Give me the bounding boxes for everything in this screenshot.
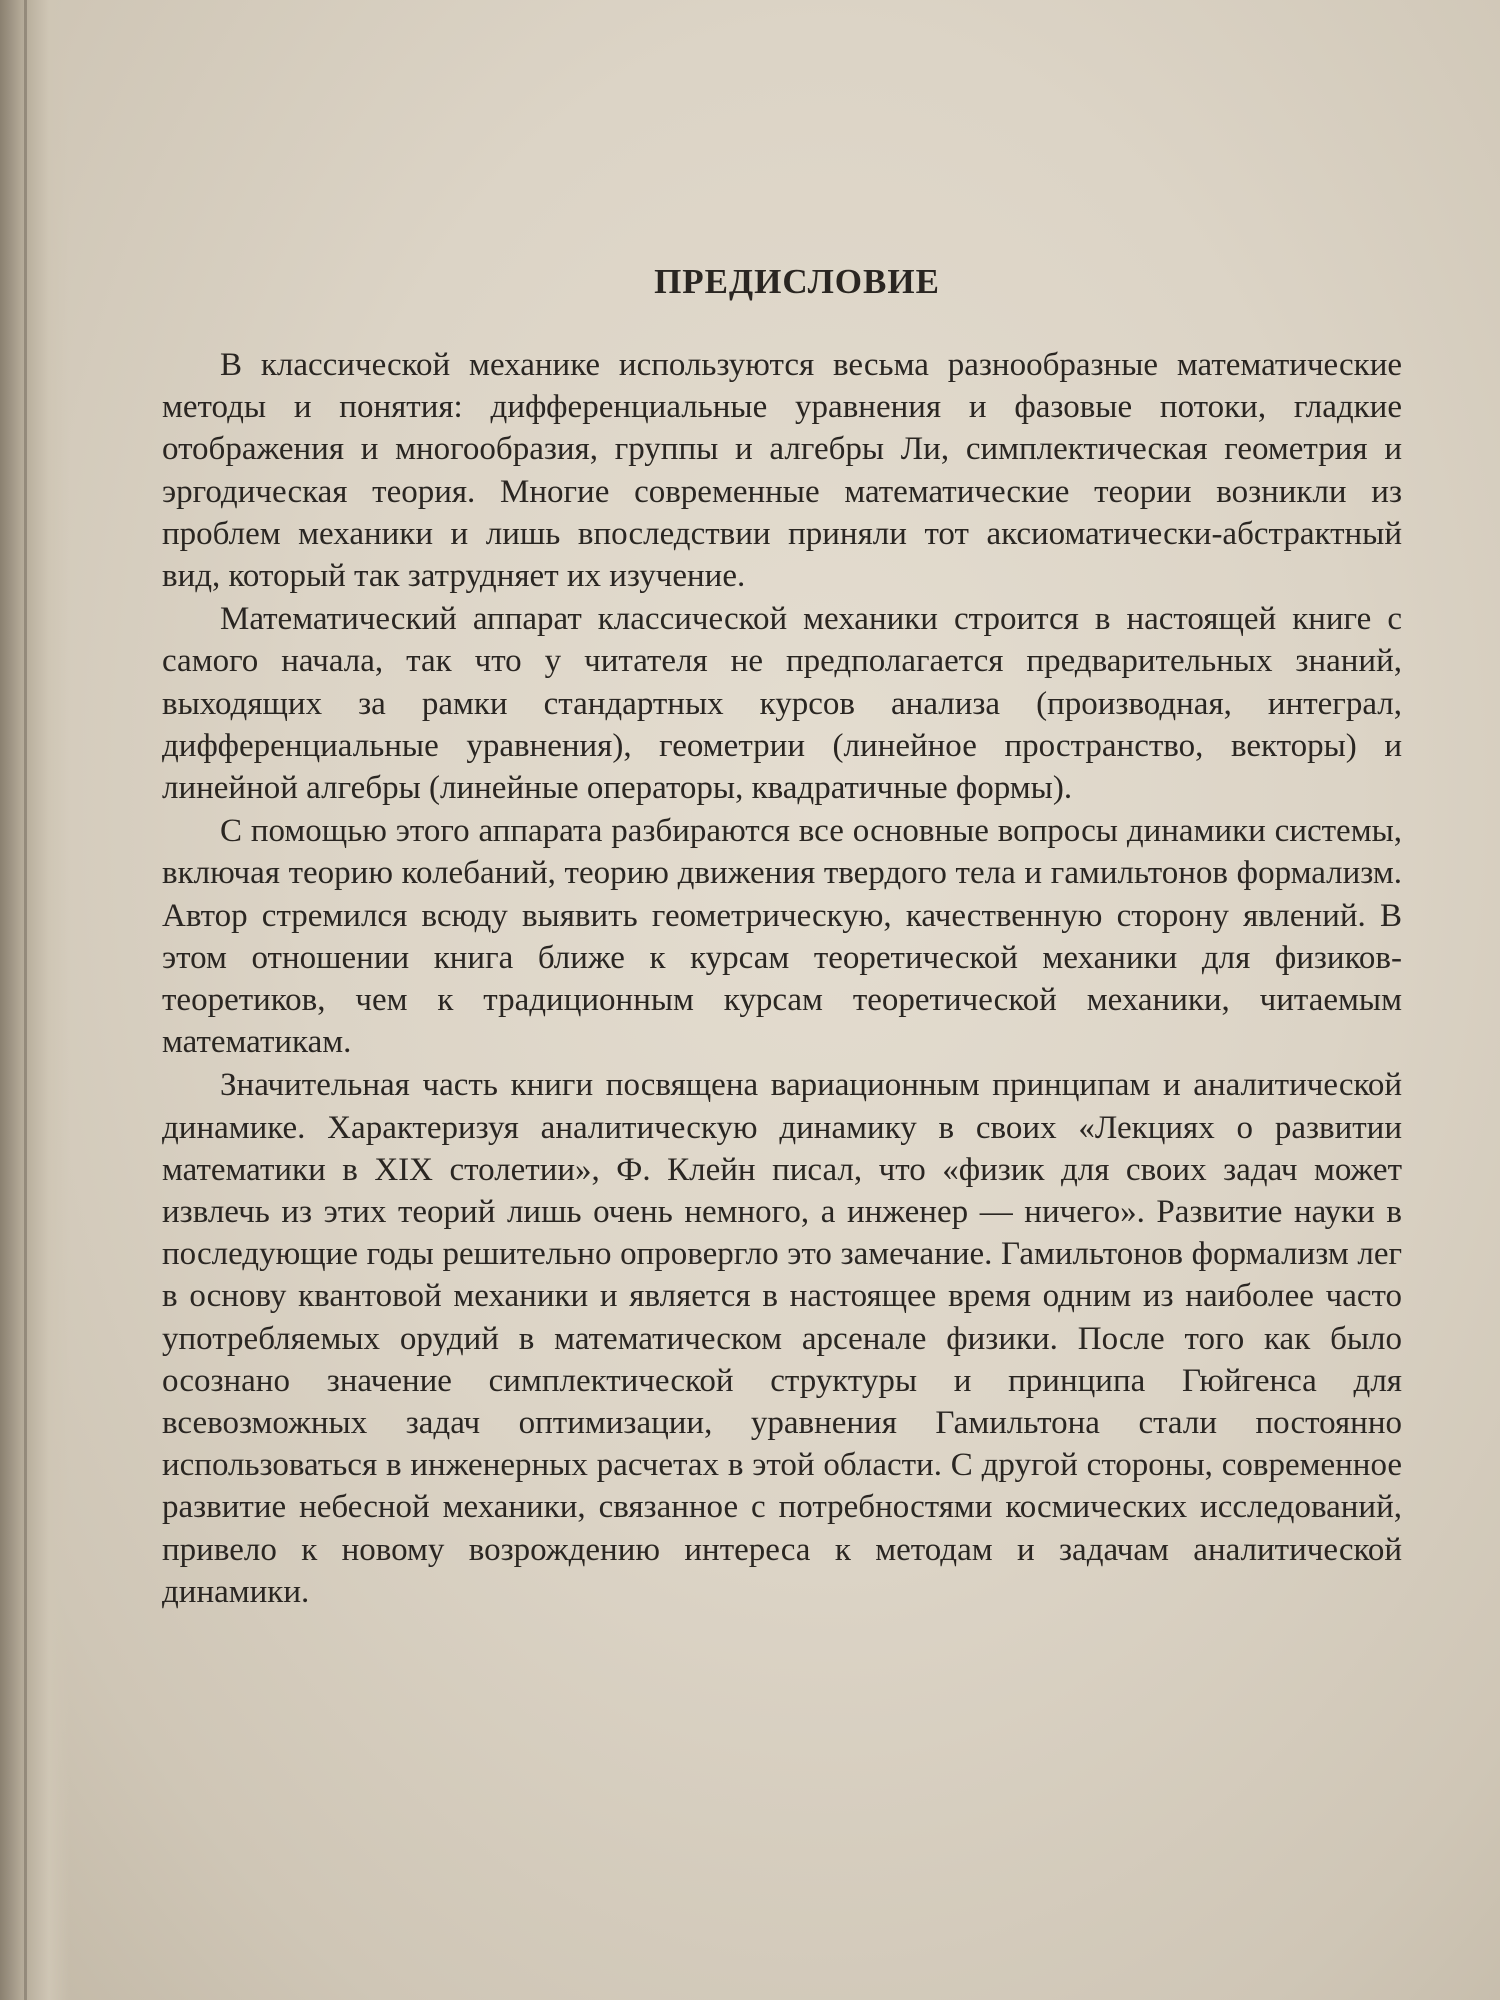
paragraph: С помощью этого аппарата разбираются все основные вопросы динамики системы, включая теорию колебаний, теорию движения твердого тела и гамильтонов формализм. Автор стремился всюду выявить геометрическую, качественную сторону явлений. В этом отношении книга ближе к курсам теоретической механики для физиков-теоретиков, чем к традиционным курсам теоретической механики, читаемым математикам. [162,813,1402,1061]
book-spine-shadow [0,0,70,2000]
paragraph: Значительная часть книги посвящена вариационным принципам и аналитической динамике. Характеризуя аналитическую динамику в своих «Лекциях о развитии математики в XIX столетии», Ф. Клейн писал, что «физик для своих задач может извлечь из этих теорий лишь очень немного, а инженер — ничего». Развитие науки в последующие годы решительно опровергло это замечание. Гамильтонов формализм лег в основу квантовой механики и является в настоящее время одним из наиболее часто употребляемых орудий в математическом арсенале физики. После того как было осознано значение симплектической структуры и принципа Гюйгенса для всевозможных задач оптимизации, уравнения Гамильтона стали постоянно использоваться в инженерных расчетах в этой области. С другой стороны, современное развитие небесной механики, связанное с потребностями космических исследований, привело к новому возрождению интереса к методам и задачам аналитической динамики. [162,1067,1402,1610]
page-edge-line [24,0,27,2000]
text-block [162,262,1402,1614]
paragraph: Математический аппарат классической механики строится в настоящей книге с самого начала, так что у читателя не предполагается предварительных знаний, выходящих за рамки стандартных курсов анализа (производная, интеграл, дифференциальные уравнения), геометрии (линейное пространство, векторы) и линейной алгебры (линейные операторы, квадратичные формы). [162,601,1402,807]
page-heading: ПРЕДИСЛОВИЕ [654,262,940,301]
paragraph: В классической механике используются весьма разнообразные математические методы и понятия: дифференциальные уравнения и фазовые потоки, гладкие отображения и многообразия, группы и алгебры Ли, симплектическая геометрия и эргодическая теория. Многие современные математические теории возникли из проблем механики и лишь впоследствии приняли тот аксиоматически-абстрактный вид, который так затрудняет их изучение. [162,347,1402,595]
